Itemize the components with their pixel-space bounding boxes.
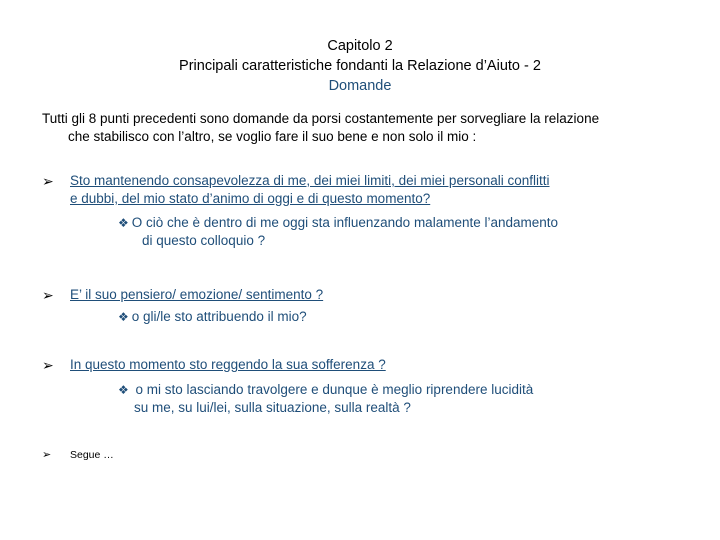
diamond-bullet-icon: ❖ xyxy=(118,383,129,397)
arrow-bullet-icon: ➢ xyxy=(42,357,54,373)
page-title: Principali caratteristiche fondanti la Relazione d’Aiuto - 2 xyxy=(179,58,541,74)
arrow-bullet-icon: ➢ xyxy=(42,449,52,461)
sub-question xyxy=(118,381,688,417)
question-bullet xyxy=(42,172,682,208)
intro-paragraph xyxy=(42,110,672,146)
arrow-bullet-icon: ➢ xyxy=(42,173,54,189)
sub-question xyxy=(118,214,688,250)
question-text: E’ il suo pensiero/ emozione/ sentimento ? xyxy=(70,287,324,302)
sub-question-text: o gli/le sto attribuendo il mio? xyxy=(131,309,307,324)
question-bullet xyxy=(42,356,682,374)
arrow-bullet-icon: ➢ xyxy=(42,287,54,303)
continue-bullet xyxy=(42,448,114,462)
sub-question-text: di questo colloquio ? xyxy=(142,233,266,248)
question-text: In questo momento sto reggendo la sua sofferenza ? xyxy=(70,357,386,372)
question-bullet xyxy=(42,286,682,304)
intro-line: che stabilisco con l’altro, se voglio fare il suo bene e non solo il mio : xyxy=(68,129,477,144)
page-subtitle: Domande xyxy=(328,78,392,94)
question-text: Sto mantenendo consapevolezza di me, dei miei limiti, dei miei personali conflitti xyxy=(70,173,550,188)
chapter-heading: Capitolo 2 xyxy=(327,38,393,54)
intro-line: Tutti gli 8 punti precedenti sono domande da porsi costantemente per sorvegliare la relazione xyxy=(42,111,600,126)
question-text: e dubbi, del mio stato d’animo di oggi e di questo momento? xyxy=(70,191,431,206)
sub-question xyxy=(118,308,688,326)
diamond-bullet-icon: ❖ xyxy=(118,216,129,230)
sub-question-text: O ciò che è dentro di me oggi sta influenzando malamente l’andamento xyxy=(131,215,559,230)
sub-question-text: o mi sto lasciando travolgere e dunque è meglio riprendere lucidità xyxy=(131,382,534,397)
continue-label: Segue … xyxy=(70,449,114,461)
diamond-bullet-icon: ❖ xyxy=(118,310,129,324)
title-block xyxy=(0,36,720,96)
sub-question-text: su me, su lui/lei, sulla situazione, sulla realtà ? xyxy=(134,400,411,415)
